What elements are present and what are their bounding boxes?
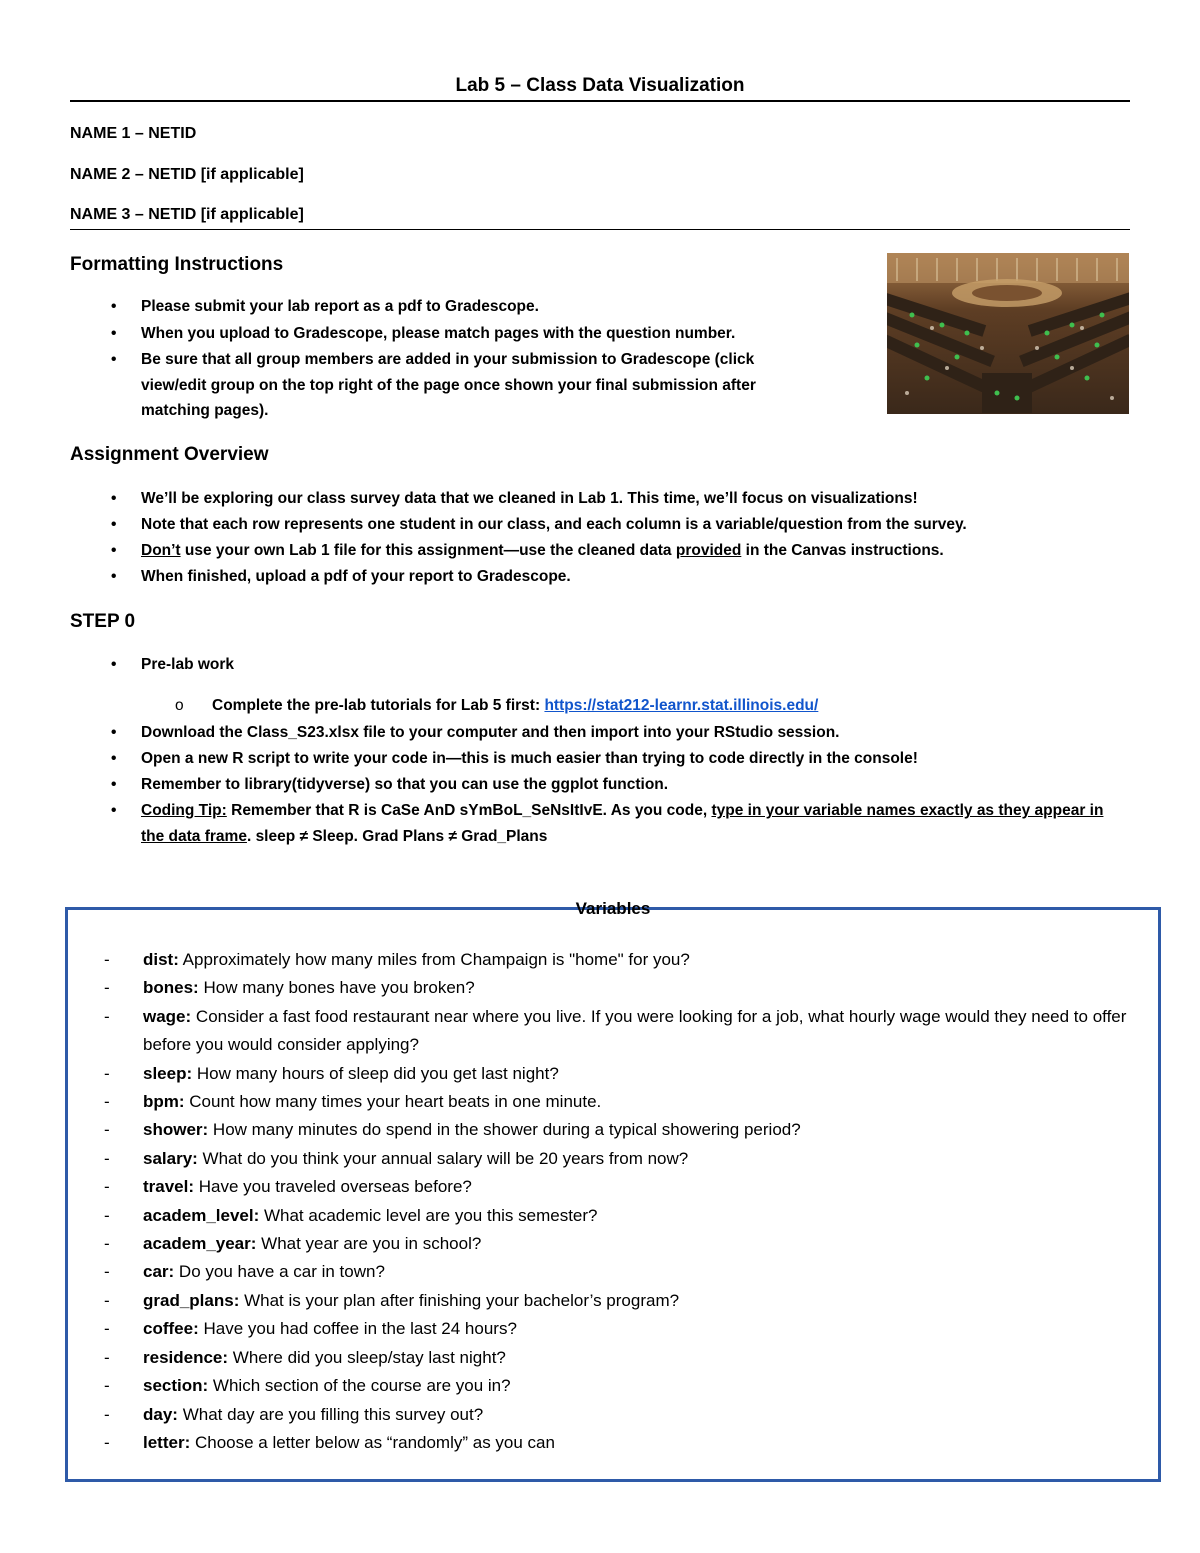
- name-line-2: NAME 2 – NETID [if applicable]: [70, 166, 304, 183]
- step0-heading: STEP 0: [70, 611, 136, 632]
- variable-item: - day: What day are you filling this survey out?: [104, 1404, 484, 1424]
- variable-item: - grad_plans: What is your plan after finishing your bachelor’s program?: [104, 1290, 680, 1310]
- list-item: • Download the Class_S23.xlsx file to your computer and then import into your RStudio session.: [111, 724, 840, 741]
- variable-item: - shower: How many minutes do spend in the shower during a typical showering period?: [104, 1120, 801, 1140]
- variable-item: - dist: Approximately how many miles from Champaign is "home" for you?: [104, 950, 690, 969]
- variable-item: - bpm: Count how many times your heart beats in one minute.: [104, 1092, 602, 1112]
- variable-item: - academ_level: What academic level are you this semester?: [104, 1205, 598, 1225]
- library-photo-image: [887, 253, 1129, 414]
- list-item: • Remember to library(tidyverse) so that you can use the ggplot function.: [111, 776, 669, 793]
- variable-item: - wage: Consider a fast food restaurant near where you live. If you were looking for a job, what hourly wage would they need to offer before you would consider applying?: [104, 1006, 1127, 1055]
- variable-item: - academ_year: What year are you in school?: [104, 1234, 482, 1254]
- prelab-tutorial-link[interactable]: https://stat212-learnr.stat.illinois.edu/: [544, 697, 819, 714]
- step0-prelab-list: [70, 652, 1130, 678]
- library-reading-room-photo: [887, 253, 1129, 414]
- name-line-1: NAME 1 – NETID: [70, 125, 197, 142]
- list-item: • Pre-lab work: [111, 656, 235, 673]
- variables-list: [68, 946, 1158, 1457]
- names-divider: [70, 229, 1130, 230]
- variable-item: - car: Do you have a car in town?: [104, 1262, 385, 1282]
- list-item: • We’ll be exploring our class survey data that we cleaned in Lab 1. This time, we’ll focus on visualizations!: [111, 490, 918, 507]
- list-item: • Note that each row represents one student in our class, and each column is a variable/question from the survey.: [111, 516, 967, 533]
- document-page: Lab 5 – Class Data Visualization NAME 1 – NETID NAME 2 – NETID [if applicable] NAME 3 – NETID [if applicable] Formatting Instructions • Please submit your lab report as a pdf to Gradescope. • When you upload to Gradescope, please match pages with the question number. • Be sure that all group members are added in your submission to Gradescope (click view/edit group on the top right of the page once shown your final submission after matching pages). Assignment Overview • We’ll be exploring our class survey data that we cleaned in Lab 1. This time, we’ll focus on visualizations! • Note that each row represents one student in our class, and each column is a variable/question from the survey. • Don’t use your own Lab 1 file for this assignment—use the cleaned data provided in the Canvas instructions. • When finished, upload a pdf of your report to Gradescope. STEP 0 • Pre-lab work o Complete the pre-lab tutorials for Lab 5 first: https://stat212-learnr.stat.illinois.edu/ • Download the Class_S23.xlsx file to your computer and then import into your RStudio session. • Open a new R script to write your code in—this is much easier than trying to code directly in the console! • Remember to library(tidyverse) so that you can use the ggplot function. • Coding Tip: Remember that R is CaSe AnD sYmBoL_SeNsItIvE. As you code, type in your variable names exactly as they appear in the data frame. sleep ≠ Sleep. Grad Plans ≠ Grad_Plans Variables - dist: Approximately how many miles from Champaign is "home" for you? - bones: How many bones have you broken? - wage: Consider a fast food restaurant near where you live. If you were looking for a job, what hourly wage would they need to offer before you would consider applying? - sleep: How many hours of sleep did you get last night? - bpm: Count how many times your heart beats in one minute. - shower: How many minutes do spend in the shower during a typical showering period? - salary: What do you think your annual salary will be 20 years from now? - travel: Have you traveled overseas before? - academ_level: What academic level are you this semester? - academ_year: What year are you in school? - car: Do you have a car in town? - grad_plans: What is your plan after finishing your bachelor’s program? - coffee: Have you had coffee in the last 24 hours? - residence: Where did you sleep/stay last night? - section: Which section of the course are you in? - day: What day are you filling this survey out? - letter: Choose a letter below as “randomly” as you can: [0, 0, 1200, 1553]
- variables-box: [65, 899, 1161, 1482]
- variable-item: - section: Which section of the course are you in?: [104, 1376, 511, 1396]
- list-item: • Please submit your lab report as a pdf to Gradescope.: [111, 298, 539, 315]
- formatting-heading: Formatting Instructions: [70, 254, 284, 275]
- variable-item: - travel: Have you traveled overseas before?: [104, 1177, 472, 1197]
- list-item: • Don’t use your own Lab 1 file for this assignment—use the cleaned data provided in the Canvas instructions.: [111, 542, 944, 559]
- overview-heading: Assignment Overview: [70, 444, 269, 465]
- title-divider: [70, 100, 1130, 102]
- step0-list: [70, 720, 1130, 849]
- list-item: • When finished, upload a pdf of your report to Gradescope.: [111, 568, 571, 585]
- name-line-3: NAME 3 – NETID [if applicable]: [70, 206, 304, 223]
- formatting-list: [70, 294, 810, 424]
- list-item: • When you upload to Gradescope, please match pages with the question number.: [111, 325, 736, 342]
- overview-list: [70, 486, 1130, 590]
- variable-item: - sleep: How many hours of sleep did you get last night?: [104, 1063, 559, 1083]
- variable-item: - letter: Choose a letter below as “randomly” as you can: [104, 1432, 555, 1452]
- list-item: • Coding Tip: Remember that R is CaSe AnD sYmBoL_SeNsItIvE. As you code, type in your variable names exactly as they appear in the data frame. sleep ≠ Sleep. Grad Plans ≠ Grad_Plans: [111, 802, 1104, 845]
- list-item: • Open a new R script to write your code in—this is much easier than trying to code directly in the console!: [111, 750, 918, 767]
- variable-item: - salary: What do you think your annual salary will be 20 years from now?: [104, 1148, 689, 1168]
- variable-item: - bones: How many bones have you broken?: [104, 978, 475, 998]
- variable-item: - residence: Where did you sleep/stay last night?: [104, 1347, 506, 1367]
- list-item: • Be sure that all group members are added in your submission to Gradescope (click view/edit group on the top right of the page once shown your final submission after matching pages).: [111, 351, 756, 419]
- page-title: Lab 5 – Class Data Visualization: [455, 75, 745, 96]
- variables-title: Variables: [575, 899, 651, 918]
- variable-item: - coffee: Have you had coffee in the last 24 hours?: [104, 1319, 517, 1339]
